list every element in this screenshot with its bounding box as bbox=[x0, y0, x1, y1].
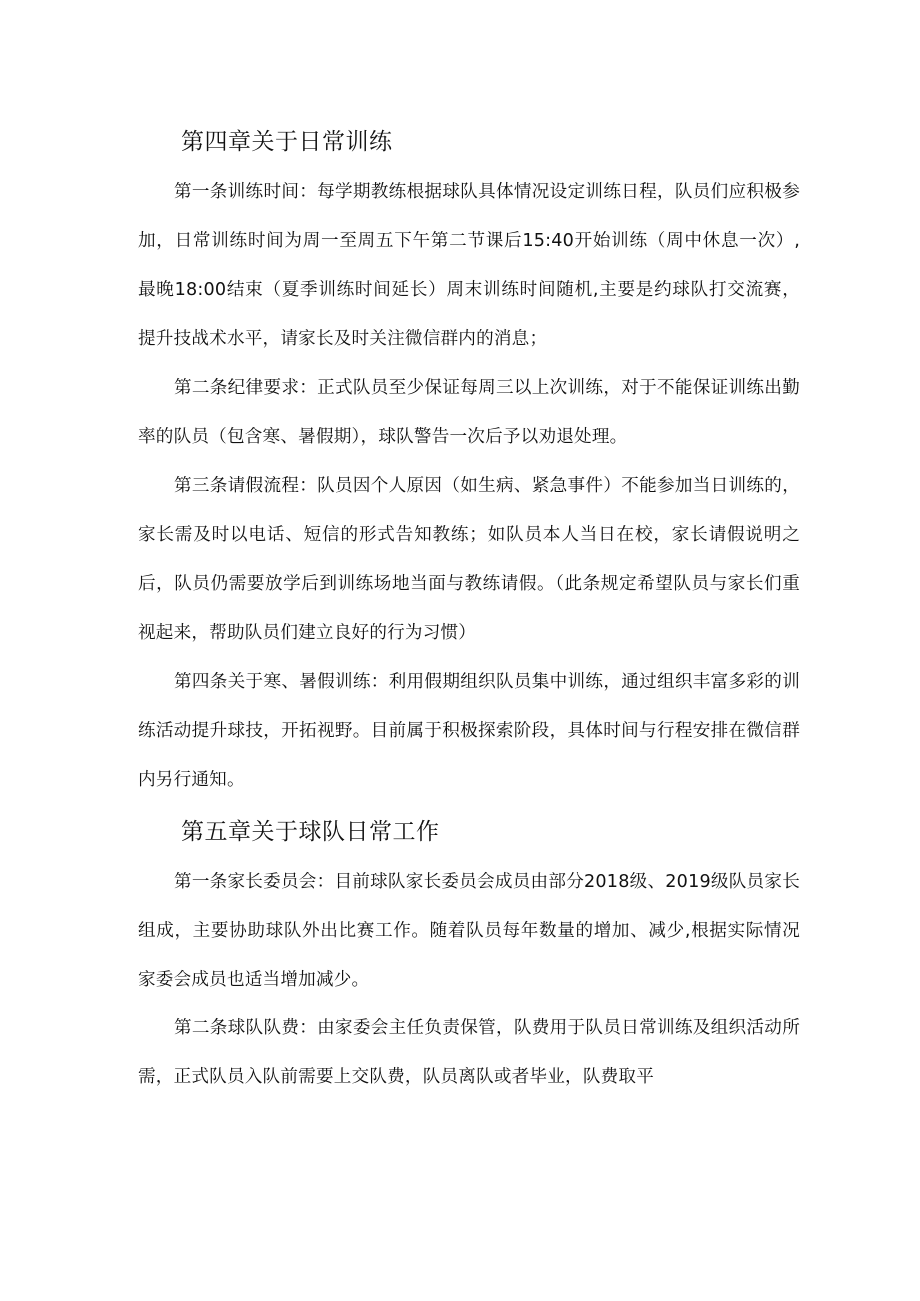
chapter4-article3-leave-process: 第三条请假流程：队员因个人原因（如生病、紧急事件）不能参加当日训练的，家长需及时以电话、短信的形式告知教练；如队员本人当日在校，家长请假说明之后，队员仍需要放学后到训练场地当面与教练请假。（此条规定希望队员与家长们重视起来，帮助队员们建立良好的行为习惯） bbox=[138, 476, 800, 643]
chapter5-article1-parent-committee: 第一条家长委员会：目前球队家长委员会成员由部分2018级、2019级队员家长组成，主要协助球队外出比赛工作。随着队员每年数量的增加、减少,根据实际情况家委会成员也适当增加减少。 bbox=[138, 872, 800, 990]
chapter4-article4-holiday-training: 第四条关于寒、暑假训练：利用假期组织队员集中训练，通过组织丰富多彩的训练活动提升球技，开拓视野。目前属于积极探索阶段，具体时间与行程安排在微信群内另行通知。 bbox=[138, 672, 800, 790]
chapter4-article1-training-time: 第一条训练时间：每学期教练根据球队具体情况设定训练日程，队员们应积极参加，日常训练时间为周一至周五下午第二节课后15:40开始训练（周中休息一次）,最晚18:00结束（夏季训练时间延长）周末训练时间随机,主要是约球队打交流赛，提升技战术水平，请家长及时关注微信群内的消息； bbox=[138, 182, 800, 349]
chapter4-heading: 第四章关于日常训练 bbox=[181, 129, 393, 155]
chapter5-article2-team-fee: 第二条球队队费：由家委会主任负责保管，队费用于队员日常训练及组织活动所需，正式队员入队前需要上交队费，队员离队或者毕业，队费取平 bbox=[138, 1018, 800, 1087]
chapter5-heading: 第五章关于球队日常工作 bbox=[181, 819, 440, 845]
chapter4-article2-discipline: 第二条纪律要求：正式队员至少保证每周三以上次训练，对于不能保证训练出勤率的队员（包含寒、暑假期），球队警告一次后予以劝退处理。 bbox=[138, 378, 800, 447]
